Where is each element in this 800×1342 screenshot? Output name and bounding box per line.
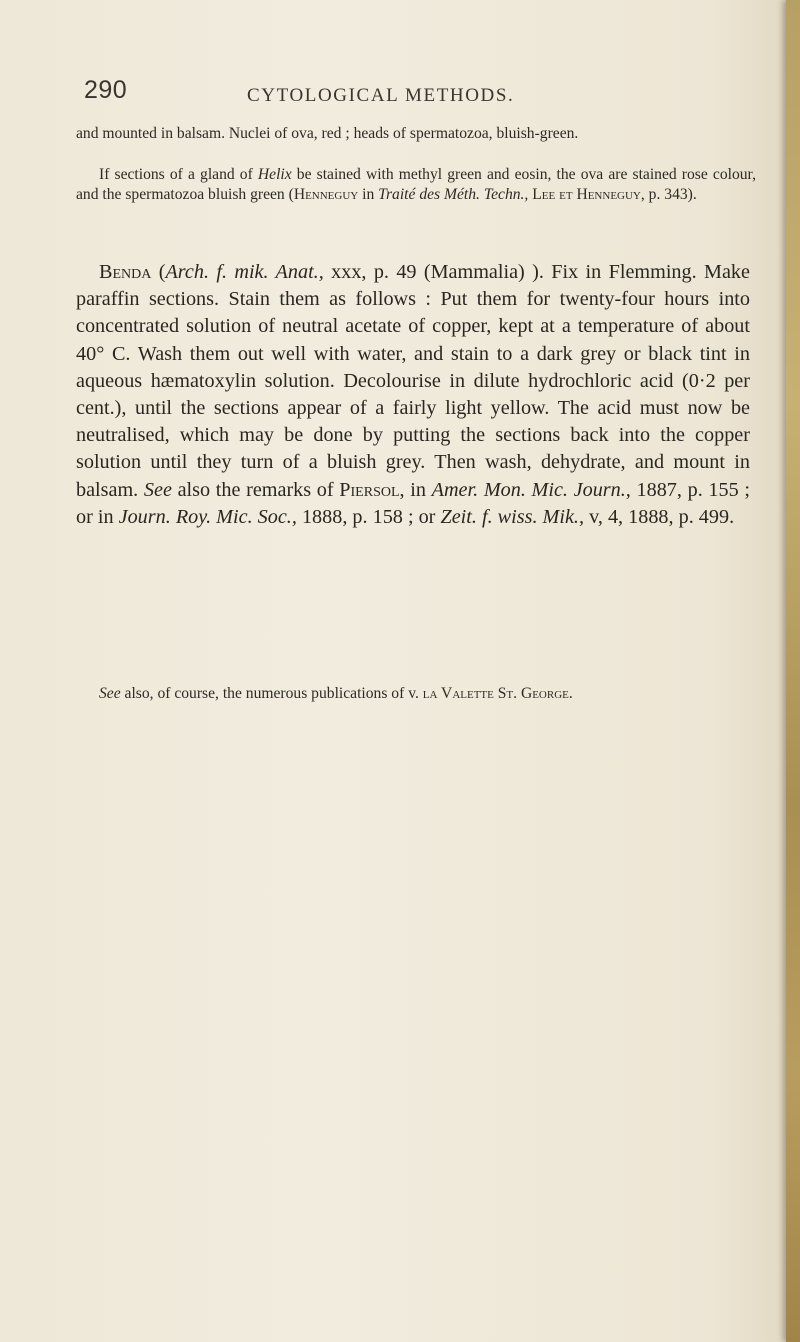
author-name: la Valette St. George (422, 685, 569, 702)
book-edge-shadow (786, 0, 800, 1342)
paragraph-benda: Benda (Arch. f. mik. Anat., xxx, p. 49 (Mammalia) ). Fix in Flemming. Make paraffin sections. Stain them as follows : Put them for twenty-four hours into concentrated solution of neutral acetate of copper, kept at a temperature of about 40° C. Wash them out well with water, and stain to a dark grey or black tint in aqueous hæmatoxylin solution. Decolourise in dilute hydrochloric acid (0·2 per cent.), until the sections appear of a fairly light yellow. The acid must now be neutralised, which may be done by putting the sections back into the copper solution until they turn of a bluish grey. Then wash, dehydrate, and mount in balsam. See also the remarks of Piersol, in Amer. Mon. Mic. Journ., 1887, p. 155 ; or in Journ. Roy. Mic. Soc., 1888, p. 158 ; or Zeit. f. wiss. Mik., v, 4, 1888, p. 499. (76, 261, 750, 528)
author-name: Henneguy (293, 186, 359, 203)
citation-title: Traité des Méth. Techn., (378, 186, 529, 203)
author-name: Benda (99, 261, 152, 283)
page-number: 290 (84, 76, 128, 104)
citation-title: Arch. f. mik. Anat., (165, 261, 324, 283)
author-name: Piersol (339, 478, 400, 501)
paragraph-see-also: See also, of course, the numerous publications of v. la Valette St. George. (99, 685, 573, 702)
paragraph-helix: If sections of a gland of Helix be stained with methyl green and eosin, the ova are stained rose colour, and the spermatozoa bluish green (Henneguy in Traité des Méth. Techn., Lee et Henneguy, p. 343). (76, 166, 757, 203)
author-name: Lee et Henneguy (532, 186, 641, 203)
running-head: CYTOLOGICAL METHODS. (247, 85, 515, 106)
page-header (84, 76, 744, 108)
citation-title: Amer. Mon. Mic. Journ., (431, 478, 631, 501)
citation-title: Journ. Roy. Mic. Soc., (118, 505, 297, 528)
citation-title: Zeit. f. wiss. Mik., (440, 505, 585, 528)
paragraph-continuation: and mounted in balsam. Nuclei of ova, red ; heads of spermatozoa, bluish-green. (76, 125, 579, 142)
